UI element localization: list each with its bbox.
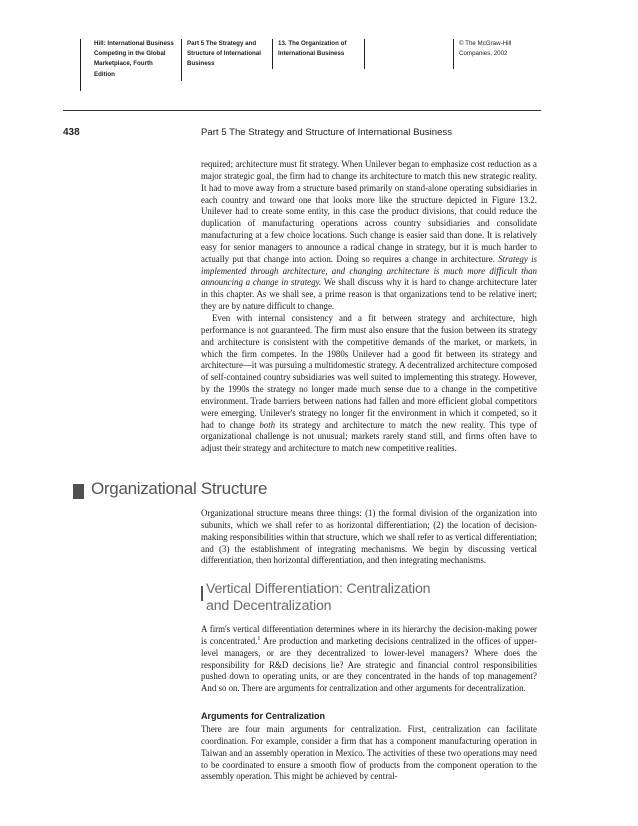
body-paragraph: Even with internal consistency and a fit between strategy and architecture, high performance is not guaranteed. The firm must also ensure that the fusion between its strategy and architecture is consistent with the competitive demands of the market, or markets, in which the firm competes. In the 1980s Unilever had a good fit between its strategy and architecture—it was pursuing a multidomestic strategy. A decentralized architecture composed of self-contained country subsidiaries was well suited to implementing this strategy. However, by the 1990s the strategy no longer made much sense due to a change in the competitive environment. Trade barriers between nations had fallen and more efficient global competitors were emerging. Unilever's strategy no longer fit the environment in which it competed, so it had to change both its strategy and architecture to match the new reality. This type of organizational challenge is not unusual; markets rarely stand still, and firms often have to adjust their strategy and architecture to match new competitive realities. <box>201 313 537 454</box>
section-marker <box>73 484 84 499</box>
header-part: Part 5 The Strategy and Structure of International Business <box>187 40 261 68</box>
header-chapter: 13. The Organization of International Business <box>278 40 347 58</box>
body-paragraph: required; architecture must fit strategy. When Unilever began to emphasize cost reduction as a major strategic goal, the firm had to change its architecture to match this new strategic reality. It had to move away from a structure based primarily on stand-alone operating subsidiaries in each country and toward one that looks more like the structure depicted in Figure 13.2. Unilever had to create some entity, in this case the product divisions, that could reduce the duplication of manufacturing operations across country subsidiaries and consolidate manufacturing at a few choice locations. Such change is easier said than done. It is relatively easy for senior managers to announce a radical change in strategy, but it is much harder to actually put that change into action. Doing so requires a change in architecture. Strategy is implemented through architecture, and changing architecture is much more difficult than announcing a change in strategy. We shall discuss why it is hard to change architecture later in this chapter. As we shall see, a prime reason is that organizations tend to be relative inert; they are by nature difficult to change. <box>201 159 537 312</box>
section-heading: Organizational Structure <box>91 479 268 498</box>
body-paragraph: There are four main arguments for centralization. First, centralization can facilitate coordination. For example, consider a firm that has a component manufacturing operation in Taiwan and an assembly operation in Mexico. The activities of these two operations may need to be coordinated to ensure a smooth flow of products from the component operation to the assembly operation. This might be achieved by central- <box>201 724 537 782</box>
page-header <box>80 39 536 91</box>
header-rule <box>63 110 541 111</box>
page-number: 438 <box>63 127 80 138</box>
body-paragraph: Organizational structure means three things: (1) the formal division of the organization into subunits, which we shall refer to as horizontal differentiation; (2) the location of decision-making responsibilities within that structure, which we shall refer to as vertical differentiation; and (3) the establishment of integrating mechanisms. We begin by discussing vertical differentiation, then horizontal differentiation, and then integrating mechanisms. <box>201 508 537 566</box>
subsection-heading: Vertical Differentiation: Centralization and Decentralization <box>206 581 431 614</box>
footnote-marker: 1 <box>257 635 261 642</box>
header-book-title: Hill: International Business Competing in the Global Marketplace, Fourth Edition <box>94 40 174 78</box>
subsection-marker <box>201 586 203 601</box>
body-paragraph: A firm's vertical differentiation determines where in its hierarchy the decision-making power is concentrated.$^1$ Are production and marketing decisions centralized in the offices of upper-level managers, or are they decentralized to lower-level managers? Where does the responsibility for R&D decisions lie? Are strategic and financial control responsibilities pushed down to operating units, or are they concentrated in the hands of top management? And so on. There are arguments for centralization and other arguments for decentralization. <box>201 624 537 694</box>
arguments-heading: Arguments for Centralization <box>201 711 326 721</box>
running-head: Part 5 The Strategy and Structure of International Business <box>201 127 453 138</box>
header-publisher: © The McGraw-Hill Companies, 2002 <box>459 40 512 58</box>
